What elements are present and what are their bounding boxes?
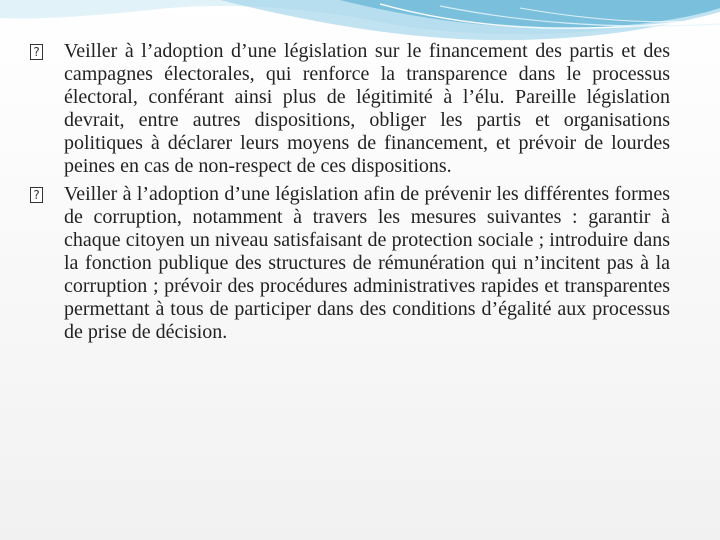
missing-glyph-icon: ? — [30, 44, 43, 60]
bullet-list — [30, 40, 670, 344]
bullet-text: Veiller à l’adoption d’une législation sur le financement des partis et des campagnes électorales, qui renforce la transparence dans le processus électoral, conférant ainsi plus de légitimité à l’élu. Pareille législation devrait, entre autres dispositions, obliger les partis et organisations politiques à déclarer leurs moyens de financement, et prévoir de lourdes peines en cas de non-respect de ces dispositions. — [64, 40, 670, 177]
bullet-text: Veiller à l’adoption d’une législation afin de prévenir les différentes formes de corruption, notamment à travers les mesures suivantes : garantir à chaque citoyen un niveau satisfaisant de protection sociale ; introduire dans la fonction publique des structures de rémunération qui n’incitent pas à la corruption ; prévoir des procédures administratives rapides et transparentes permettant à tous de participer dans des conditions d’égalité aux processus de prise de décision. — [64, 183, 670, 343]
bullet-item-corruption-law — [30, 183, 670, 344]
bullet-item-financing-law — [30, 40, 670, 178]
missing-glyph-icon: ? — [30, 187, 43, 203]
